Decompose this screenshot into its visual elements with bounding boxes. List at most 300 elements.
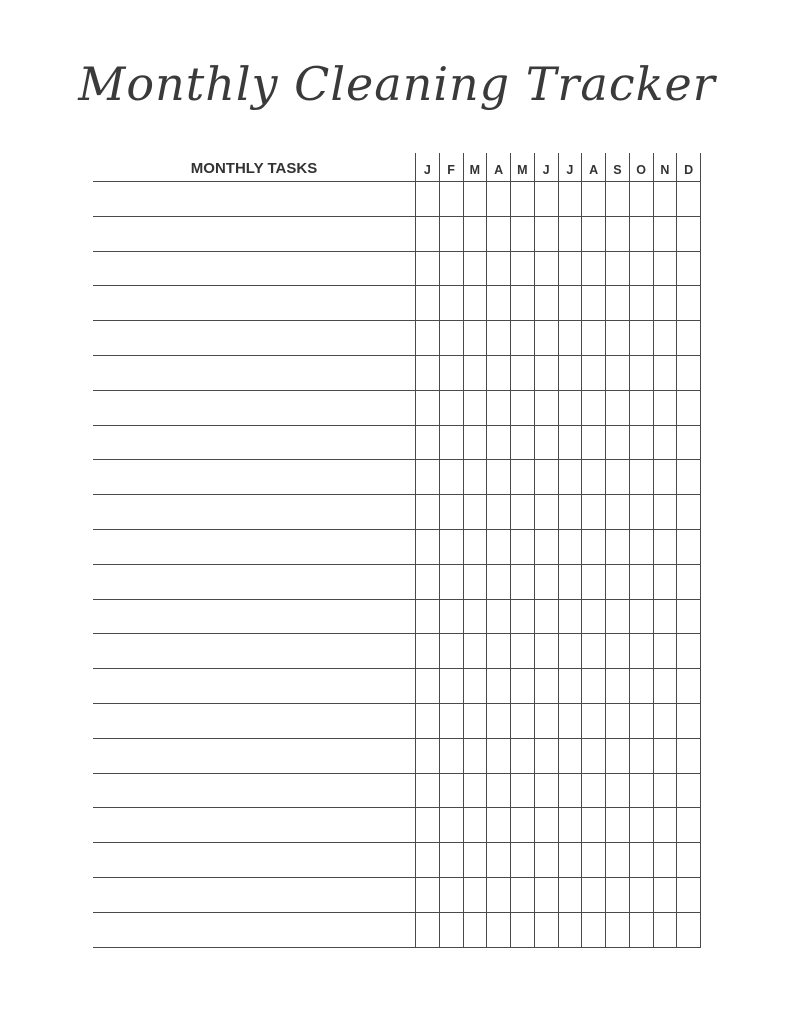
month-check-cell[interactable]: [510, 252, 534, 286]
task-input-line[interactable]: [93, 878, 415, 912]
month-check-cell[interactable]: [486, 356, 510, 390]
month-check-cell[interactable]: [605, 808, 629, 842]
month-check-cell[interactable]: [629, 321, 653, 355]
month-check-cell[interactable]: [629, 426, 653, 460]
task-input-line[interactable]: [93, 217, 415, 251]
month-check-cell[interactable]: [415, 460, 439, 494]
month-check-cell[interactable]: [534, 634, 558, 668]
month-check-cell[interactable]: [463, 217, 487, 251]
month-check-cell[interactable]: [510, 217, 534, 251]
month-check-cell[interactable]: [558, 182, 582, 216]
month-check-cell[interactable]: [415, 182, 439, 216]
month-check-cell[interactable]: [676, 182, 701, 216]
task-input-line[interactable]: [93, 182, 415, 216]
month-check-cell[interactable]: [653, 808, 677, 842]
month-check-cell[interactable]: [486, 530, 510, 564]
month-check-cell[interactable]: [629, 704, 653, 738]
month-check-cell[interactable]: [534, 704, 558, 738]
month-check-cell[interactable]: [676, 321, 701, 355]
task-row: [93, 843, 701, 878]
month-check-cell[interactable]: [558, 252, 582, 286]
month-check-cell[interactable]: [463, 356, 487, 390]
month-check-cell[interactable]: [415, 530, 439, 564]
month-check-cell[interactable]: [463, 391, 487, 425]
month-check-cell[interactable]: [605, 286, 629, 320]
month-check-cell[interactable]: [653, 634, 677, 668]
month-check-cell[interactable]: [629, 774, 653, 808]
month-check-cell[interactable]: [676, 391, 701, 425]
month-check-cell[interactable]: [653, 774, 677, 808]
task-row: [93, 182, 701, 217]
month-check-cell[interactable]: [510, 565, 534, 599]
task-input-line[interactable]: [93, 669, 415, 703]
task-input-line[interactable]: [93, 495, 415, 529]
month-check-cell[interactable]: [653, 913, 677, 947]
month-check-cell[interactable]: [605, 252, 629, 286]
month-check-cell[interactable]: [415, 600, 439, 634]
month-check-cell[interactable]: [463, 182, 487, 216]
month-check-cell[interactable]: [629, 356, 653, 390]
month-check-cell[interactable]: [653, 843, 677, 877]
month-check-cell[interactable]: [605, 356, 629, 390]
month-check-cell[interactable]: [605, 495, 629, 529]
month-check-cell[interactable]: [415, 321, 439, 355]
task-input-line[interactable]: [93, 913, 415, 947]
task-row: [93, 808, 701, 843]
month-check-cell[interactable]: [629, 495, 653, 529]
month-check-cell[interactable]: [415, 495, 439, 529]
month-check-cell[interactable]: [534, 808, 558, 842]
month-check-cell[interactable]: [558, 321, 582, 355]
month-check-cell[interactable]: [605, 460, 629, 494]
month-check-cell[interactable]: [463, 460, 487, 494]
month-check-cell[interactable]: [510, 843, 534, 877]
month-check-cell[interactable]: [676, 426, 701, 460]
task-input-line[interactable]: [93, 460, 415, 494]
month-check-cell[interactable]: [581, 356, 605, 390]
month-check-cell[interactable]: [463, 426, 487, 460]
task-input-line[interactable]: [93, 600, 415, 634]
month-check-cell[interactable]: [439, 495, 463, 529]
month-check-cell[interactable]: [534, 774, 558, 808]
month-check-cell[interactable]: [463, 843, 487, 877]
month-check-cell[interactable]: [653, 286, 677, 320]
month-check-cell[interactable]: [558, 460, 582, 494]
month-check-cell[interactable]: [676, 878, 701, 912]
month-check-cell[interactable]: [676, 356, 701, 390]
month-header-12: D: [676, 153, 701, 181]
month-check-cell[interactable]: [629, 843, 653, 877]
month-check-cell[interactable]: [463, 634, 487, 668]
month-check-cell[interactable]: [534, 217, 558, 251]
task-row: [93, 321, 701, 356]
month-check-cell[interactable]: [463, 774, 487, 808]
month-check-cell[interactable]: [534, 739, 558, 773]
month-check-cell[interactable]: [415, 356, 439, 390]
month-check-cell[interactable]: [439, 774, 463, 808]
month-check-cell[interactable]: [534, 600, 558, 634]
month-check-cell[interactable]: [558, 739, 582, 773]
task-input-line[interactable]: [93, 739, 415, 773]
month-check-cell[interactable]: [629, 217, 653, 251]
month-check-cell[interactable]: [581, 460, 605, 494]
month-check-cell[interactable]: [653, 495, 677, 529]
month-check-cell[interactable]: [605, 182, 629, 216]
month-check-cell[interactable]: [510, 356, 534, 390]
month-check-cell[interactable]: [415, 217, 439, 251]
month-check-cell[interactable]: [581, 739, 605, 773]
month-check-cell[interactable]: [534, 182, 558, 216]
month-check-cell[interactable]: [653, 391, 677, 425]
month-check-cell[interactable]: [439, 913, 463, 947]
month-check-cell[interactable]: [415, 252, 439, 286]
month-header-3: M: [463, 153, 487, 181]
month-check-cell[interactable]: [463, 530, 487, 564]
month-check-cell[interactable]: [486, 495, 510, 529]
month-check-cell[interactable]: [558, 530, 582, 564]
month-check-cell[interactable]: [439, 600, 463, 634]
month-check-cell[interactable]: [463, 878, 487, 912]
month-check-cell[interactable]: [510, 460, 534, 494]
month-check-cell[interactable]: [653, 600, 677, 634]
month-check-cell[interactable]: [653, 460, 677, 494]
month-check-cell[interactable]: [676, 808, 701, 842]
month-check-cell[interactable]: [629, 182, 653, 216]
month-check-cell[interactable]: [486, 217, 510, 251]
month-check-cell[interactable]: [510, 600, 534, 634]
month-check-cell[interactable]: [676, 600, 701, 634]
month-check-cell[interactable]: [581, 774, 605, 808]
month-check-cell[interactable]: [486, 843, 510, 877]
task-row: [93, 217, 701, 252]
month-check-cell[interactable]: [510, 426, 534, 460]
task-input-line[interactable]: [93, 426, 415, 460]
month-check-cell[interactable]: [558, 217, 582, 251]
month-check-cell[interactable]: [581, 600, 605, 634]
month-check-cell[interactable]: [439, 182, 463, 216]
month-check-cell[interactable]: [463, 286, 487, 320]
month-check-cell[interactable]: [581, 182, 605, 216]
task-input-line[interactable]: [93, 843, 415, 877]
month-check-cell[interactable]: [581, 913, 605, 947]
month-check-cell[interactable]: [581, 530, 605, 564]
month-check-cell[interactable]: [439, 843, 463, 877]
month-check-cell[interactable]: [510, 739, 534, 773]
month-check-cell[interactable]: [653, 356, 677, 390]
month-check-cell[interactable]: [629, 669, 653, 703]
month-check-cell[interactable]: [653, 252, 677, 286]
month-check-cell[interactable]: [605, 565, 629, 599]
month-check-cell[interactable]: [463, 913, 487, 947]
month-check-cell[interactable]: [534, 426, 558, 460]
month-check-cell[interactable]: [510, 182, 534, 216]
month-check-cell[interactable]: [510, 669, 534, 703]
month-check-cell[interactable]: [415, 774, 439, 808]
month-check-cell[interactable]: [510, 634, 534, 668]
month-check-cell[interactable]: [676, 774, 701, 808]
month-check-cell[interactable]: [415, 426, 439, 460]
month-header-5: M: [510, 153, 534, 181]
month-check-cell[interactable]: [534, 878, 558, 912]
month-check-cell[interactable]: [676, 495, 701, 529]
month-check-cell[interactable]: [581, 252, 605, 286]
month-check-cell[interactable]: [558, 704, 582, 738]
month-check-cell[interactable]: [463, 252, 487, 286]
month-check-cell[interactable]: [486, 739, 510, 773]
month-check-cell[interactable]: [415, 843, 439, 877]
month-check-cell[interactable]: [510, 704, 534, 738]
month-check-cell[interactable]: [581, 495, 605, 529]
month-check-cell[interactable]: [558, 600, 582, 634]
month-check-cell[interactable]: [605, 600, 629, 634]
month-check-cell[interactable]: [558, 356, 582, 390]
task-input-line[interactable]: [93, 704, 415, 738]
month-check-cell[interactable]: [676, 217, 701, 251]
month-check-cell[interactable]: [676, 252, 701, 286]
month-check-cell[interactable]: [653, 669, 677, 703]
month-check-cell[interactable]: [676, 286, 701, 320]
month-check-cell[interactable]: [676, 530, 701, 564]
month-check-cell[interactable]: [653, 217, 677, 251]
month-check-cell[interactable]: [439, 530, 463, 564]
task-input-line[interactable]: [93, 356, 415, 390]
month-check-cell[interactable]: [439, 808, 463, 842]
month-check-cell[interactable]: [486, 913, 510, 947]
month-check-cell[interactable]: [439, 739, 463, 773]
task-input-line[interactable]: [93, 565, 415, 599]
month-check-cell[interactable]: [629, 600, 653, 634]
task-column-header: MONTHLY TASKS: [190, 160, 318, 177]
month-check-cell[interactable]: [605, 530, 629, 564]
month-check-cell[interactable]: [653, 739, 677, 773]
month-check-cell[interactable]: [558, 286, 582, 320]
month-check-cell[interactable]: [653, 565, 677, 599]
month-check-cell[interactable]: [510, 286, 534, 320]
month-header-6: J: [534, 153, 558, 181]
month-check-cell[interactable]: [486, 774, 510, 808]
task-input-line[interactable]: [93, 808, 415, 842]
month-check-cell[interactable]: [415, 878, 439, 912]
month-check-cell[interactable]: [629, 530, 653, 564]
month-check-cell[interactable]: [486, 634, 510, 668]
month-check-cell[interactable]: [463, 739, 487, 773]
month-check-cell[interactable]: [534, 669, 558, 703]
task-row: [93, 669, 701, 704]
month-check-cell[interactable]: [605, 704, 629, 738]
month-check-cell[interactable]: [463, 321, 487, 355]
month-check-cell[interactable]: [510, 808, 534, 842]
month-check-cell[interactable]: [605, 669, 629, 703]
month-check-cell[interactable]: [629, 286, 653, 320]
month-check-cell[interactable]: [558, 634, 582, 668]
month-check-cell[interactable]: [486, 704, 510, 738]
task-input-line[interactable]: [93, 391, 415, 425]
month-check-cell[interactable]: [463, 704, 487, 738]
task-input-line[interactable]: [93, 286, 415, 320]
month-check-cell[interactable]: [558, 913, 582, 947]
month-check-cell[interactable]: [581, 217, 605, 251]
month-check-cell[interactable]: [581, 634, 605, 668]
month-check-cell[interactable]: [463, 600, 487, 634]
month-check-cell[interactable]: [415, 913, 439, 947]
month-check-cell[interactable]: [439, 391, 463, 425]
month-check-cell[interactable]: [605, 878, 629, 912]
month-check-cell[interactable]: [510, 878, 534, 912]
month-check-cell[interactable]: [486, 669, 510, 703]
task-input-line[interactable]: [93, 530, 415, 564]
month-check-cell[interactable]: [676, 669, 701, 703]
month-check-cell[interactable]: [581, 321, 605, 355]
month-check-cell[interactable]: [581, 878, 605, 912]
month-check-cell[interactable]: [605, 843, 629, 877]
month-check-cell[interactable]: [439, 252, 463, 286]
month-check-cell[interactable]: [629, 808, 653, 842]
month-check-cell[interactable]: [676, 460, 701, 494]
month-check-cell[interactable]: [581, 808, 605, 842]
month-check-cell[interactable]: [415, 565, 439, 599]
task-row: [93, 460, 701, 495]
month-check-cell[interactable]: [486, 182, 510, 216]
task-row: [93, 391, 701, 426]
month-check-cell[interactable]: [463, 669, 487, 703]
task-input-line[interactable]: [93, 634, 415, 668]
month-check-cell[interactable]: [676, 634, 701, 668]
month-check-cell[interactable]: [534, 530, 558, 564]
month-check-cell[interactable]: [653, 704, 677, 738]
month-check-cell[interactable]: [510, 495, 534, 529]
month-check-cell[interactable]: [676, 565, 701, 599]
month-check-cell[interactable]: [415, 286, 439, 320]
month-check-cell[interactable]: [629, 913, 653, 947]
month-check-cell[interactable]: [439, 878, 463, 912]
month-check-cell[interactable]: [581, 565, 605, 599]
month-check-cell[interactable]: [510, 774, 534, 808]
month-check-cell[interactable]: [629, 565, 653, 599]
month-check-cell[interactable]: [486, 426, 510, 460]
month-check-cell[interactable]: [439, 634, 463, 668]
month-check-cell[interactable]: [415, 391, 439, 425]
month-check-cell[interactable]: [676, 913, 701, 947]
month-check-cell[interactable]: [558, 843, 582, 877]
month-check-cell[interactable]: [439, 217, 463, 251]
month-check-cell[interactable]: [581, 426, 605, 460]
task-input-line[interactable]: [93, 252, 415, 286]
month-check-cell[interactable]: [653, 182, 677, 216]
month-check-cell[interactable]: [486, 460, 510, 494]
month-check-cell[interactable]: [534, 460, 558, 494]
month-check-cell[interactable]: [653, 426, 677, 460]
month-check-cell[interactable]: [486, 808, 510, 842]
month-check-cell[interactable]: [510, 391, 534, 425]
month-check-cell[interactable]: [605, 321, 629, 355]
month-check-cell[interactable]: [463, 495, 487, 529]
month-check-cell[interactable]: [558, 391, 582, 425]
month-check-cell[interactable]: [534, 321, 558, 355]
month-check-cell[interactable]: [676, 704, 701, 738]
month-check-cell[interactable]: [605, 739, 629, 773]
month-check-cell[interactable]: [581, 843, 605, 877]
month-check-cell[interactable]: [439, 460, 463, 494]
task-input-line[interactable]: [93, 321, 415, 355]
month-check-cell[interactable]: [534, 252, 558, 286]
month-check-cell[interactable]: [486, 321, 510, 355]
month-check-cell[interactable]: [581, 391, 605, 425]
month-check-cell[interactable]: [629, 391, 653, 425]
month-check-cell[interactable]: [486, 878, 510, 912]
month-check-cell[interactable]: [534, 356, 558, 390]
month-check-cell[interactable]: [605, 426, 629, 460]
month-check-cell[interactable]: [558, 808, 582, 842]
month-check-cell[interactable]: [558, 495, 582, 529]
month-check-cell[interactable]: [439, 565, 463, 599]
task-row: [93, 600, 701, 635]
month-check-cell[interactable]: [439, 321, 463, 355]
month-check-cell[interactable]: [534, 391, 558, 425]
month-check-cell[interactable]: [653, 878, 677, 912]
month-check-cell[interactable]: [439, 669, 463, 703]
month-check-cell[interactable]: [629, 252, 653, 286]
month-check-cell[interactable]: [676, 843, 701, 877]
month-check-cell[interactable]: [486, 252, 510, 286]
month-check-cell[interactable]: [581, 704, 605, 738]
month-check-cell[interactable]: [629, 634, 653, 668]
month-check-cell[interactable]: [653, 530, 677, 564]
month-check-cell[interactable]: [415, 669, 439, 703]
month-check-cell[interactable]: [629, 878, 653, 912]
month-check-cell[interactable]: [558, 774, 582, 808]
month-check-cell[interactable]: [439, 704, 463, 738]
month-check-cell[interactable]: [581, 286, 605, 320]
month-check-cell[interactable]: [486, 391, 510, 425]
month-check-cell[interactable]: [605, 391, 629, 425]
month-check-cell[interactable]: [534, 565, 558, 599]
month-check-cell[interactable]: [534, 913, 558, 947]
month-check-cell[interactable]: [415, 808, 439, 842]
month-check-cell[interactable]: [605, 774, 629, 808]
month-check-cell[interactable]: [605, 913, 629, 947]
month-check-cell[interactable]: [439, 356, 463, 390]
month-check-cell[interactable]: [558, 878, 582, 912]
month-check-cell[interactable]: [653, 321, 677, 355]
month-check-cell[interactable]: [486, 286, 510, 320]
month-check-cell[interactable]: [486, 565, 510, 599]
month-check-cell[interactable]: [510, 530, 534, 564]
month-check-cell[interactable]: [463, 808, 487, 842]
month-check-cell[interactable]: [486, 600, 510, 634]
month-check-cell[interactable]: [534, 843, 558, 877]
month-check-cell[interactable]: [439, 286, 463, 320]
month-check-cell[interactable]: [558, 669, 582, 703]
month-check-cell[interactable]: [510, 321, 534, 355]
month-check-cell[interactable]: [415, 634, 439, 668]
task-input-line[interactable]: [93, 774, 415, 808]
month-check-cell[interactable]: [510, 913, 534, 947]
month-check-cell[interactable]: [581, 669, 605, 703]
month-check-cell[interactable]: [534, 286, 558, 320]
month-check-cell[interactable]: [605, 217, 629, 251]
month-check-cell[interactable]: [415, 739, 439, 773]
month-check-cell[interactable]: [605, 634, 629, 668]
month-check-cell[interactable]: [558, 565, 582, 599]
month-check-cell[interactable]: [629, 460, 653, 494]
month-check-cell[interactable]: [463, 565, 487, 599]
month-check-cell[interactable]: [415, 704, 439, 738]
month-check-cell[interactable]: [629, 739, 653, 773]
month-check-cell[interactable]: [439, 426, 463, 460]
month-check-cell[interactable]: [534, 495, 558, 529]
month-check-cell[interactable]: [558, 426, 582, 460]
month-check-cell[interactable]: [676, 739, 701, 773]
